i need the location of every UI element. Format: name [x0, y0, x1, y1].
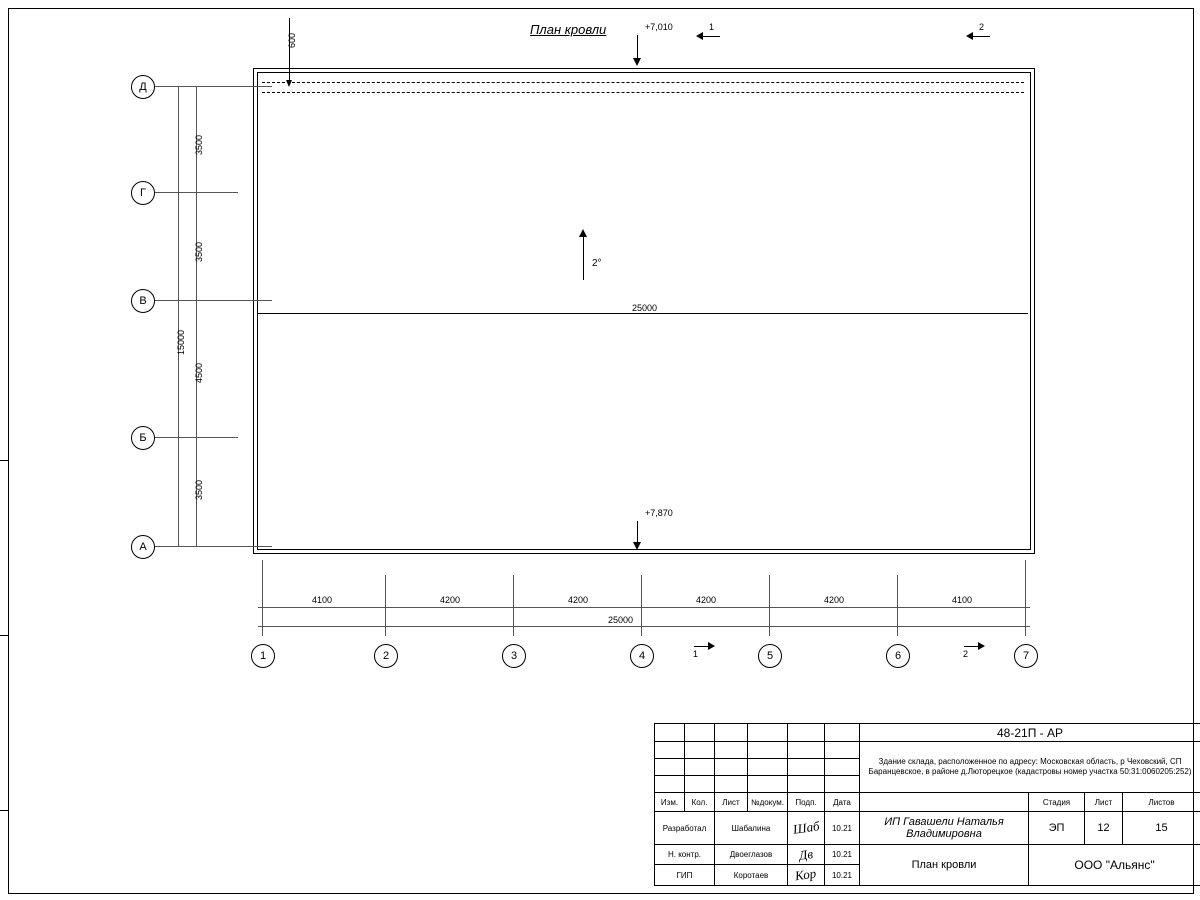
elevation-bottom-label: +7,870 — [645, 508, 673, 518]
section-mark-top-1-arrow — [696, 32, 703, 40]
inner-dimension-25000: 25000 — [632, 303, 658, 313]
axis-line-v — [152, 300, 272, 301]
vdim-3500-2: 3500 — [194, 241, 204, 262]
stamp-sheet-value: 12 — [1085, 812, 1123, 845]
vdim-total-15000: 15000 — [176, 329, 186, 355]
stamp-header-podp: Подп. — [788, 792, 825, 811]
hdim-4200-3: 4200 — [696, 595, 717, 605]
vertical-dim-chain — [196, 86, 197, 546]
hdim-total-25000: 25000 — [608, 615, 634, 625]
elevation-bottom-arrow — [633, 542, 641, 550]
axis-bubble-1: 1 — [251, 644, 275, 668]
axis-bubble-g: Г — [131, 181, 155, 205]
vdim-4500: 4500 — [194, 362, 204, 383]
stamp-date-gip: 10.21 — [825, 865, 860, 886]
stamp-header-sheet: Лист — [1085, 792, 1123, 811]
stamp-header-izm: Изм. — [655, 792, 685, 811]
vdim-tick-b — [190, 437, 202, 438]
axis-bubble-3: 3 — [502, 644, 526, 668]
stamp-sign-ncontrol: Дв — [788, 844, 825, 865]
stamp-sheet-title: План кровли — [860, 844, 1029, 885]
stamp-header-data: Дата — [825, 792, 860, 811]
hext-1 — [262, 560, 263, 636]
section-mark-bottom-1-label: 1 — [693, 649, 699, 659]
axis-bubble-b: Б — [131, 426, 155, 450]
elevation-top-label: +7,010 — [645, 22, 673, 32]
stamp-name-gip: Коротаев — [715, 865, 788, 886]
axis-bubble-7: 7 — [1014, 644, 1038, 668]
slope-arrow-shaft — [583, 236, 584, 280]
stamp-stage-value: ЭП — [1029, 812, 1085, 845]
title-block — [654, 723, 1200, 886]
stamp-header-list: Лист — [715, 792, 748, 811]
axis-line-a — [152, 546, 272, 547]
vdim-3500-3: 3500 — [194, 479, 204, 500]
left-edge-mark-2 — [0, 635, 8, 636]
vdim-tick-g — [190, 192, 202, 193]
vdim-tick-a — [172, 546, 202, 547]
parapet-dash-2 — [262, 92, 1024, 93]
section-mark-bottom-2-arrow — [978, 642, 985, 650]
vertical-dim-total-line — [178, 86, 179, 546]
hext-7 — [1025, 560, 1026, 636]
section-mark-top-2-line — [970, 36, 990, 37]
slope-label: 2° — [592, 258, 602, 269]
stamp-header-kol: Кол. — [685, 792, 715, 811]
section-mark-top-1-label: 1 — [709, 22, 715, 32]
section-mark-top-2-label: 2 — [979, 22, 985, 32]
stamp-sheets-value: 15 — [1123, 812, 1200, 845]
stamp-date-developer: 10.21 — [825, 812, 860, 845]
section-mark-top-1-line — [700, 36, 720, 37]
horizontal-dim-chain — [258, 607, 1030, 608]
hdim-4200-4: 4200 — [824, 595, 845, 605]
stamp-name-ncontrol: Двоеглазов — [715, 844, 788, 865]
section-mark-bottom-1-arrow — [708, 642, 715, 650]
axis-bubble-a: А — [131, 535, 155, 559]
section-mark-top-2-arrow — [966, 32, 973, 40]
stamp-object-description: Здание склада, расположенное по адресу: Московская область, р Чеховский, СП Баранцевское, в районе д.Люторецкое (кадастровы номер участка 50:31:0060205:252) — [860, 742, 1200, 793]
parapet-dash-1 — [262, 82, 1024, 83]
stamp-company: ООО "Альянс" — [1029, 844, 1200, 885]
hdim-4200-2: 4200 — [568, 595, 589, 605]
stamp-role-developer: Разработал — [655, 812, 715, 845]
slope-arrow-head — [579, 229, 587, 237]
axis-line-d — [152, 86, 272, 87]
stamp-name-developer: Шабалина — [715, 812, 788, 845]
vdim-tick-v — [190, 300, 202, 301]
parapet-dim-line — [289, 18, 290, 80]
parapet-dim-arrow — [286, 80, 292, 87]
stamp-doc-code: 48-21П - АР — [860, 724, 1200, 742]
stamp-customer: ИП Гавашели Наталья Владимировна — [860, 812, 1029, 845]
left-edge-mark-1 — [0, 460, 8, 461]
left-edge-mark-3 — [0, 810, 8, 811]
stamp-header-stage: Стадия — [1029, 792, 1085, 811]
parapet-dim-600: 600 — [287, 32, 297, 48]
hdim-4100-1: 4100 — [312, 595, 333, 605]
stamp-sign-developer: Шаб — [788, 812, 825, 845]
vdim-3500-1: 3500 — [194, 134, 204, 155]
vdim-tick-d — [172, 86, 202, 87]
axis-bubble-2: 2 — [374, 644, 398, 668]
stamp-role-gip: ГИП — [655, 865, 715, 886]
axis-bubble-v: В — [131, 289, 155, 313]
roof-ridge-line — [258, 313, 1028, 314]
axis-bubble-d: Д — [131, 75, 155, 99]
stamp-header-sheets: Листов — [1123, 792, 1200, 811]
axis-bubble-5: 5 — [758, 644, 782, 668]
section-mark-bottom-2-label: 2 — [963, 649, 969, 659]
stamp-sign-gip: Кор — [788, 865, 825, 886]
hdim-4100-2: 4100 — [952, 595, 973, 605]
plan-title: План кровли — [530, 22, 607, 37]
stamp-header-ndok: №докум. — [748, 792, 788, 811]
stamp-date-ncontrol: 10.21 — [825, 844, 860, 865]
axis-bubble-4: 4 — [630, 644, 654, 668]
horizontal-dim-total-line — [258, 626, 1030, 627]
stamp-role-ncontrol: Н. контр. — [655, 844, 715, 865]
hdim-4200-1: 4200 — [440, 595, 461, 605]
elevation-top-arrow — [633, 58, 641, 66]
axis-bubble-6: 6 — [886, 644, 910, 668]
